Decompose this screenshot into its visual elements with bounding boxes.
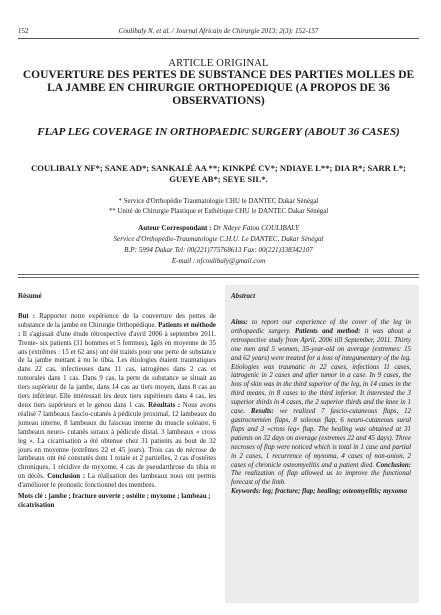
title-english: FLAP LEG COVERAGE IN ORTHOPAEDIC SURGERY (ABOUT 36 CASES) <box>37 126 400 138</box>
corresponding-author <box>18 223 419 267</box>
abstract-text <box>231 319 411 488</box>
section-rule-top <box>18 274 419 275</box>
results-text: we realized 7 fascio-cutaneous flaps, 12 gastrocnemien flaps, 8 soleous flap, 6 neuro-cutaneous sural flaps and 3 «cross leg» flap. The healing was obtained at 31 patients on 32 days on average (extremes 22 and 45 days). Three necroses of flap were noticed which is total in 1 case and partial in 2 cases, 1 recurrence of myxoma, 4 cases of non-union, 2 cases of chronicle osteomyelitis and a patient died. <box>231 408 411 469</box>
corresponding-email: E-mail : nfcoulibaly@gmail.com <box>171 257 266 265</box>
abstract-conclusion-text: The realization of flap allowed us to improve the functional forecast of the limb. <box>231 470 411 487</box>
results-label: Results: <box>250 408 274 416</box>
header-rule <box>18 38 419 39</box>
corresponding-phone: B.P: 5994 Dakar Tel: 00(221)775768613 Fax: 00(221)338342107 <box>124 246 313 254</box>
running-header <box>18 27 419 39</box>
abstract-patients-label: Patients and method: <box>294 327 361 335</box>
abstract-box <box>225 285 419 603</box>
resume-heading: Résumé <box>18 292 42 300</box>
corresponding-author-line1 <box>18 223 419 234</box>
resume-column <box>18 292 216 511</box>
resume-keywords: Mots clé : jambe ; fracture ouverte ; ostéite ; myxome ; lambeau ; cicatrisation <box>18 493 211 509</box>
but-text: Rapporter notre expérience de la couverture des pertes de substance de la jambe en Chirurgie Orthopédique. <box>18 312 216 329</box>
affiliation-plastic-surgery: ** Unité de Chirurgie Plastique et Esthétique CHU le DANTEC Dakar Sénégal <box>108 208 329 215</box>
author-list: COULIBALY NF*; SANE AD*; SANKALÉ AA **; KINKPÉ CV*; NDIAYE L**; DIA R*; SARR L*; GUEYE AB*; SEYE SIL*. <box>31 163 406 184</box>
conclusion-label: Conclusion : <box>47 473 86 481</box>
corresponding-label: Auteur Correspondant : <box>138 224 212 232</box>
title-french: COUVERTURE DES PERTES DE SUBSTANCE DES PARTIES MOLLES DE LA JAMBE EN CHIRURGIE ORTHOPEDIQUE (A PROPOS DE 36 OBSERVATIONS) <box>22 69 415 107</box>
abstract-keywords: Keywords: leg; fracture; flap; healing; osteomyelitis; myxoma <box>231 488 408 496</box>
abstract-body <box>231 319 411 497</box>
aims-label: Aims: <box>231 319 248 326</box>
section-rule-bottom <box>18 277 419 278</box>
corresponding-address: Service d'Orthopédie-Traumatologie C.H.U. Le DANTEC, Dakar Sénégal <box>113 235 324 243</box>
abstract-heading: Abstract <box>231 292 256 300</box>
resultats-text: Nous avons réalisé 7 lambeaux fascio-cutanés à pédicule proximal, 12 lambeaux du jumeau interne, 8 lambeaux du faisceau interne du muscle soléaire, 6 lambeaux neuro- cutanés suraux à pédicule distal, 3 lambeaux « cross leg ». La cicatrisation a été obtenue chez 31 patients au bout de 32 jours en moyenne (extrêmes 22 et 45 jours). Trois cas de nécrose de lambeaux ont été constatés dont 1 totale et 2 partielles, 2 cas d'ostéites chroniques, 1 récidive de myxome, 4 cas de pseudarthrose du tibia et un décès. <box>18 401 216 481</box>
patients-label: Patients et méthode : <box>18 321 216 338</box>
patients-text: Il s'agissait d'une étude rétrospective d'avril 2006 à septembre 2011. Trente- six patients (31 hommes et 5 femmes), âgés en moyenne de 35 ans (extrêmes : 15 et 62 ans) ont été traités pour une perte de substance de la jambe mettant à nu le tibia. Les étiologies étaient traumatiques dans 22 cas, infectieuses dans 11 cas, iatrogènes dans 2 cas et tumorales dans 1 cas. Dans 9 cas, la perte de substance se situait au tiers supérieur de la jambe, dans 14 cas au tiers moyen, dans 8 cas au tiers inférieur. Elle intéressait les deux tiers supérieurs dans 4 cas, les deux tiers supérieurs et le genou dans 1 cas. <box>18 330 216 409</box>
aims-text: to report our experience of the cover of the leg in orthopaedic surgery. <box>231 319 411 335</box>
journal-reference: Coulibaly N. et al. / Journal Africain de Chirurgie 2013; 2(3): 152-157 <box>118 27 319 35</box>
conclusion-text: La réalisation des lambeaux nous ont permis d'améliorer le pronostic fonctionnel des membres. <box>18 473 216 490</box>
abstract-conclusion-label: Conclusion: <box>376 461 411 469</box>
corresponding-name: Dr Ndeye Fatou COULIBALY <box>213 224 299 232</box>
abstract-patients-text: it was about a retrospective study from April, 2006 till September, 2011. Thirty one men and 5 women, 35-year-old on average (extremes: 15 and 62 years) were treated for a loss of integumentary of the leg. Etiologies was traumatic in 22 cases, infectious 11 cases, iatrogenic in 2 cases and after tumor in a case. In 9 cases, the loss of skin was in the third superior of the leg, in 14 cases in the third means, in 8 cases to the third inferior. It interested the 3 superior thirds in 4 cases, the 2 superior thirds and the knee in 1 case. <box>231 327 411 416</box>
article-type-label: ARTICLE ORIGINAL <box>168 58 269 69</box>
affiliation-orthopedics: * Service d'Orthopédie Traumatologie CHU le DANTEC Dakar Sénégal <box>118 198 319 205</box>
resume-text <box>18 313 216 491</box>
page-number: 152 <box>18 27 29 35</box>
but-label: But : <box>18 312 36 320</box>
resultats-label: Résultats : <box>148 401 181 409</box>
